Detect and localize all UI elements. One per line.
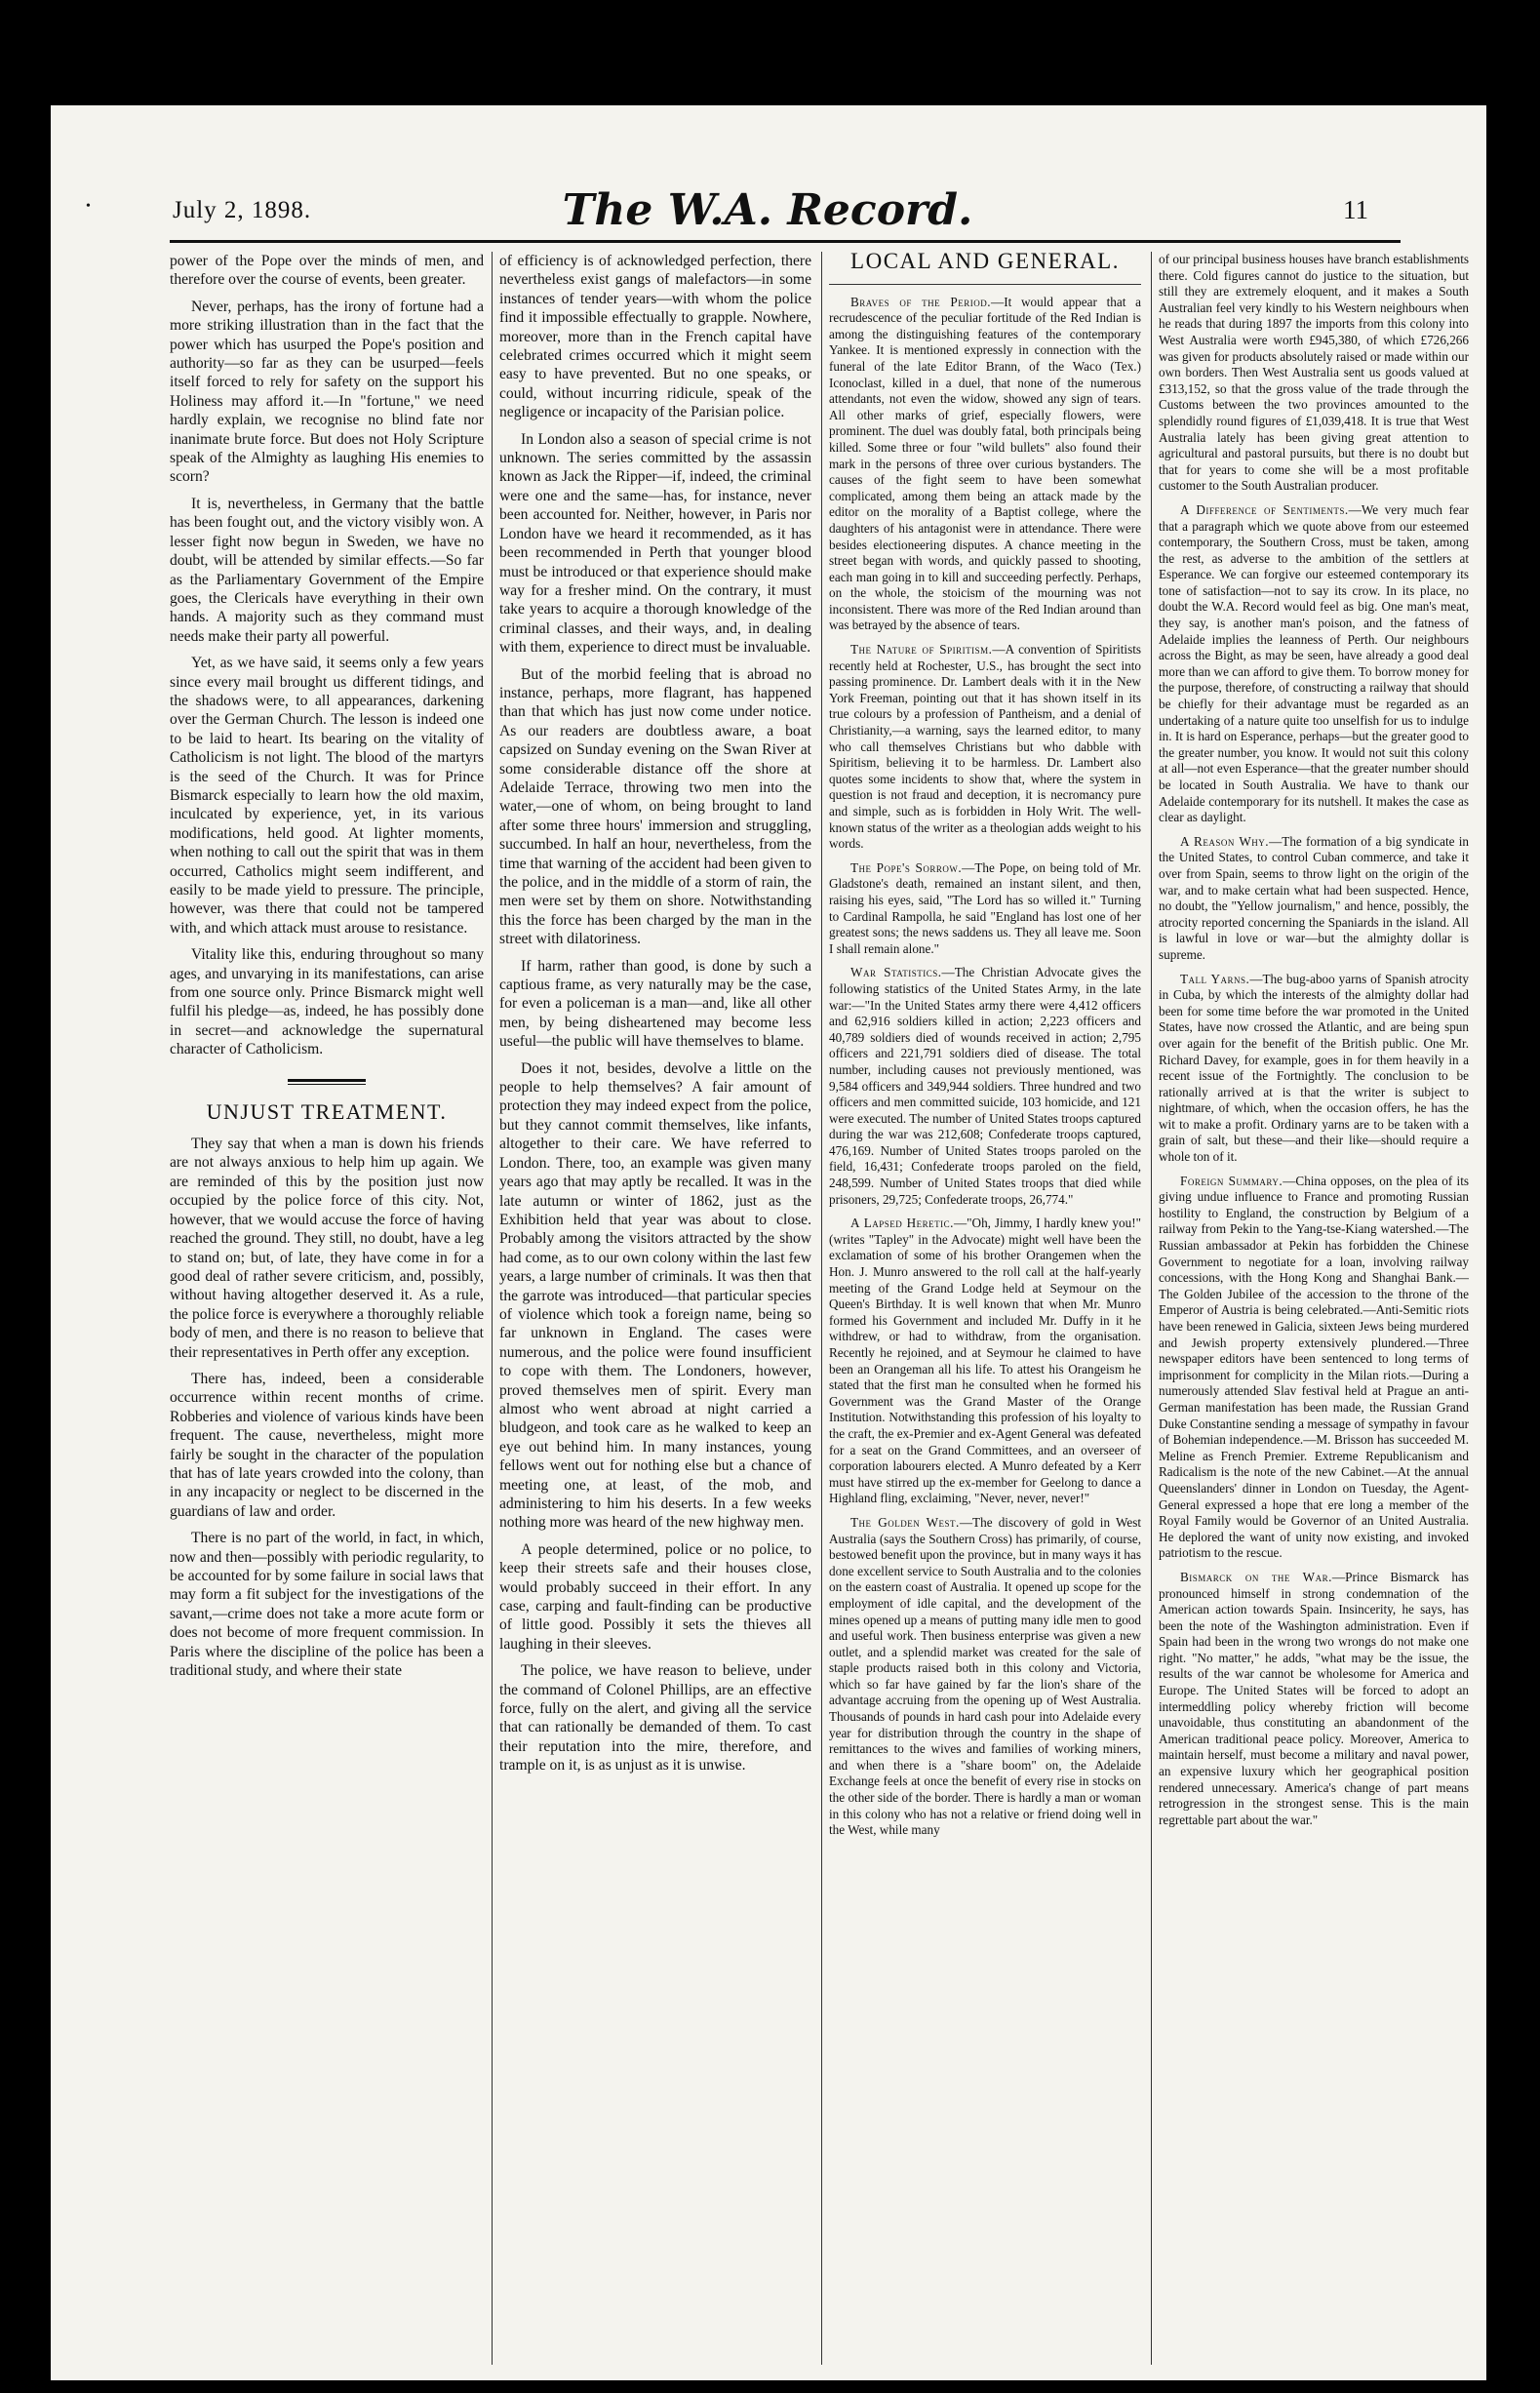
item-body: —China opposes, on the plea of its giving undue influence to France and promoting Russian hostility to England, the construction by Belgium of a railway from Pekin to the Yang-tse-Kiang watershed.—The Russian ambassador at Pekin has forbidden the Chinese Government to negotiate for a loan, involving railway concessions, with the Hong Kong and Shanghai Bank.—The Golden Jubilee of the accession to the throne of the Emperor of Austria is being celebrated.—Anti-Semitic riots have been renewed in Galicia, sixteen Jews being murdered and Jewish property extensively plundered.—Three newspaper editors have been sentenced to long terms of imprisonment for complicity in the Milan riots.—During a numerously attended Slav festival held at Prague an anti-German manifestation has been made, the Russian Grand Duke Constantine sending a message of sympathy in favour of Bohemian independence.—M. Brisson has succeeded M. Meline as French Premier. Extreme Republicanism and Radicalism is the note of the new Cabinet.—At the annual Queenslanders' dinner in London on Tuesday, the Agent-General expressed a hope that ere long a member of the Royal Family would be Governor of an United Australia. He deplored the want of unity now existing, and invoked patriotism to the rescue.	[1159, 1173, 1469, 1561]
news-item	[1159, 834, 1469, 964]
margin-mark: •	[86, 199, 91, 214]
section-divider	[288, 1079, 366, 1085]
article-heading: UNJUST TREATMENT.	[206, 1098, 448, 1124]
column-2	[499, 252, 811, 2365]
item-lead: The Pope's Sorrow.	[850, 859, 963, 875]
paragraph: If harm, rather than good, is done by such a captious frame, as very naturally may be the case, for even a policeman is a man—and, like all other men, by being disheartened may become less useful—the public will have themselves to blame.	[499, 957, 811, 1051]
paragraph: Vitality like this, enduring throughout so many ages, and unvarying in its manifestations, can arise from one source only. Prince Bismarck might well fulfil his pledge—as, indeed, he has possibly done in secret—and acknowledge the supernatural character of Catholicism.	[170, 946, 484, 1058]
news-item	[829, 642, 1141, 853]
paragraph: It is, nevertheless, in Germany that the battle has been fought out, and the victory visibly won. A lesser fight now begun in Sweden, we have no doubt, will be attended by similar effects.—So far as the Parliamentary Government of the Empire goes, the Clericals have everything in their own hands. A majority such as they command must needs make their party all powerful.	[170, 495, 484, 645]
page-number: 11	[1343, 195, 1368, 224]
column-divider	[821, 252, 822, 2365]
item-lead: Braves of the Period.	[850, 294, 992, 309]
news-item	[1159, 1570, 1469, 1829]
paragraph: Never, perhaps, has the irony of fortune had a more striking illustration than in the fact that the power which has usurped the Pope's position and authority—so far as they can be usurped—feels itself forced to rely for safety on the support his Holiness may afford it.—In "fortune," we need hardly explain, we recognise no blind fate nor inanimate brute force. But does not Holy Scripture speak of the Almighty as laughing His enemies to scorn?	[170, 298, 484, 486]
item-lead: Tall Yarns.	[1180, 971, 1250, 986]
column-3	[829, 252, 1141, 2365]
paragraph: Yet, as we have said, it seems only a few years since every mail brought us different tidings, and the shadows were, to all appearances, darkening over the German Church. The lesson is indeed one to be laid to heart. Its bearing on the vitality of Catholicism is not light. The blood of the martyrs is the seed of the Church. It was for Prince Bismarck especially to learn how the old maxim, inculcated by experience, yet, in its various modifications, held good. At lighter moments, when nothing to call out the spirit that was in them occurred, Catholics might seem indifferent, and easily to be made yield to pressure. The principle, however, was there that could not be tampered with, and which attack must arouse to resistance.	[170, 655, 484, 937]
paragraph: of efficiency is of acknowledged perfection, there nevertheless exist gangs of malefactors—in some instances of tender years—with whom the police find it impossible effectually to grapple. Nowhere, moreover, more than in the French capital have celebrated crimes occurred which it might seem easy to have prevented. But no one speaks, or could, without incurring ridicule, speak of the negligence or incapacity of the Parisian police.	[499, 253, 811, 421]
paragraph: There is no part of the world, in fact, in which, now and then—possibly with periodic regularity, to be accounted for by some failure in social laws that may form a fit subject for the investigations of the savant,—crime does not take a more acute form or does not become of more frequent commission. In Paris where the discipline of the police has been a traditional study, and where their state	[170, 1530, 484, 1680]
item-body: —Prince Bismarck has pronounced himself in strong condemnation of the American action towards Spain. Insincerity, he says, has been the note of the Washington administration. Even if Spain had been in the wrong two wrongs do not make one right. "No matter," he adds, "what may be the issue, the results of the war cannot be wholesome for America and Europe. The United States will be forced to adopt an intermeddling policy whereby friction will become unavoidable, thus constituting an abandonment of the American traditional peace policy. Moreover, America to maintain herself, must become a military and naval power, an expensive luxury which her geographical position rendered unnecessary. America's change of part means retrogression in the strongest sense. This is the main regrettable part about the war."	[1159, 1569, 1469, 1827]
news-item	[1159, 972, 1469, 1166]
item-lead: Foreign Summary.	[1180, 1173, 1283, 1188]
item-body: —It would appear that a recrudescence of the peculiar fortitude of the Red Indian is among the distinguishing features of the contemporary Yankee. It is mentioned expressly in connection with the funeral of the late Editor Brann, of the Waco (Tex.) Iconoclast, killed in a duel, that none of the numerous attendants, not even the widow, showed any sign of tears. All other marks of grief, especially flowers, were prominent. The duel was doubly fatal, both principals being killed. Some three or four "wild bullets" also found their mark in the persons of three over curious bystanders. The causes of the fight seem to have been somewhat complicated, among them being an attack made by the editor on the morality of a Baptist college, where the daughters of his antagonist were in attendance. There were besides electioneering disputes. A chance meeting in the street began with words, and quickly passed to shooting, each man going in to kill and succeeding perfectly. Perhaps, on the whole, the stoicism of the mourning was not inconsistent. There was more of the Red Indian around than was betrayed by the absence of tears.	[829, 294, 1141, 633]
item-lead: War Statistics.	[850, 965, 942, 980]
paragraph: In London also a season of special crime is not unknown. The series committed by the assassin known as Jack the Ripper—if, indeed, the criminal were one and the same—has, for instance, never been accounted for. Neither, however, in Paris nor London have we heard it recommended, as it has been recommended in Perth that younger blood must be introduced or that experience should make way for a fresher mind. On the contrary, it must take years to acquire a thorough knowledge of the criminal classes, and their ways, and, in dealing with them, experience to direct must be invaluable.	[499, 430, 811, 657]
column-divider	[1151, 252, 1152, 2365]
paragraph: The police, we have reason to believe, under the command of Colonel Phillips, are an effective force, fully on the alert, and giving all the service that can rationally be demanded of them. To cast their reputation into the mire, therefore, and trample on it, is as unjust as it is unwise.	[499, 1662, 811, 1775]
item-lead: A Lapsed Heretic.	[850, 1216, 954, 1231]
newspaper-title: The W.A. Record.	[562, 185, 973, 235]
column-4	[1159, 252, 1469, 2365]
paragraph: Does it not, besides, devolve a little on the people to help themselves? A fair amount of protection they may indeed expect from the police, but they cannot commit themselves, like infants, altogether to their care. We have referred to London. There, too, an example was given many years ago that may aptly be recalled. It was in the late autumn or winter of 1862, just as the Exhibition held that year was about to close. Probably among the visitors attracted by the show had come, as to our own colony within the last few years, a large number of criminals. It was then that the garrote was introduced—that particular species of violence which took a foreign name, being so far unknown in England. The cases were numerous, and the police were found insufficient to cope with them. The Londoners, however, proved themselves men of spirit. Every man almost who went abroad at night carried a bludgeon, and took care as he walked to keep an eye out behind him. In many instances, young fellows went out for nothing else but a chance of meeting one, at least, of the mob, and administering to him his deserts. In a few weeks nothing more was heard of the new highway men.	[499, 1059, 811, 1532]
news-item	[1159, 502, 1469, 826]
news-item	[829, 965, 1141, 1208]
news-item	[829, 1216, 1141, 1507]
masthead	[51, 105, 1486, 235]
item-body: —A convention of Spiritists recently held at Rochester, U.S., has brought the sect into passing prominence. Dr. Lambert deals with it in the New York Freeman, pointing out that it has shown itself in its true colours by a profession of Pantheism, and a denial of Christianity,—a warning, says the learned editor, to many who call themselves Christians but who dabble with Spiritism, believing it to be harmless. Dr. Lambert also quotes some incidents to show that, where the system in question is not fraud and deception, it is necromancy pure and simple, such as is forbidden in Holy Writ. The well-known status of the writer as a theologian adds weight to his words.	[829, 642, 1141, 852]
paragraph: of our principal business houses have branch establishments there. Cold figures cannot do justice to the situation, but still they are extremely eloquent, and it makes a South Australian feel very kindly to his Western neighbours when he reads that during 1897 the imports from this colony into West Australia were worth £945,380, of which £726,266 was given for products absolutely raised or made within our own borders. Then West Australia sent us goods valued at £313,152, so that the gross value of the trade through the Customs between the two provinces amounted to the splendidly round figures of £1,039,418. It is true that West Australia lately has been giving great attention to agricultural and pastoral pursuits, but there is no doubt but that for years to come she will be a most profitable customer to the South Australian producer.	[1159, 252, 1469, 494]
issue-date: July 2, 1898.	[173, 197, 312, 223]
paragraph: A people determined, police or no police, to keep their streets safe and their houses close, would probably succeed in their effort. In any case, carping and fault-finding can be productive of little good. Possibly it sets the thieves all laughing in their sleeves.	[499, 1540, 811, 1653]
heading-rule	[829, 284, 1141, 285]
item-body: —The formation of a big syndicate in the United States, to control Cuban commerce, and take it over from Spain, seems to throw light on the origin of the war, and to make certain what had been suspected. Hence, no doubt, the "Yellow journalism," and hence, possibly, the atrocity reported concerning the Spaniards in the island. All is lawful in love or war—but the almighty dollar is supreme.	[1159, 833, 1469, 962]
item-lead: A Difference of Sentiments.	[1180, 501, 1349, 517]
news-item	[829, 860, 1141, 958]
news-item	[829, 1515, 1141, 1839]
item-body: —The discovery of gold in West Australia (says the Southern Cross) has primarily, of course, bestowed benefit upon the province, but in many ways it has done excellent service to South Australia and to the colonies on the eastern coast of Australia. It opened up scope for the employment of idle capital, and the development of the mines opened up a means of putting many idle men to good and useful work. Then business enterprise was given a new outlet, and a splendid market was created for the sale of staple products raised both in this colony and Victoria, which so far have gained by far the lion's share of the advantage accruing from the opening up of West Australia. Thousands of pounds in hard cash pour into Adelaide every year for distribution through the country in the shape of remittances to the wives and families of working miners, and when there is a "share boom" on, the Adelaide Exchange feels at once the benefit of every rise in stocks on the other side of the border. There is hardly a man or woman in this colony who has not a relative or friend doing well in the West, while many	[829, 1514, 1141, 1838]
item-body: —"Oh, Jimmy, I hardly knew you!" (writes "Tapley" in the Advocate) might well have been the exclamation of some of his brother Orangemen when the Hon. J. Munro answered to the roll call at the half-yearly meeting of the Grand Lodge held at Seymour on the Queen's Birthday. It is well known that when Mr. Munro formed his Government and included Mr. Duffy in it he withdrew, or had to withdraw, from the organisation. Recently he rejoined, and at Seymour he claimed to have been an Orangeman all his life. To attest his Orangeism he stated that the first man he consulted when he formed his Government was the Grand Master of the Orange Institution. Notwithstanding this profession of his loyalty to the craft, the ex-Premier and ex-Agent General was defeated for a seat on the Grand Committees, and an overseer of corporation labourers elected. A Munro defeated by a Kerr must have stirred up the ex-member for Geelong to dance a Highland fling, exclaiming, "Never, never, never!"	[829, 1216, 1141, 1506]
item-body: —The Pope, on being told of Mr. Gladstone's death, remained an instant silent, and then, raising his eyes, said, "The Lord has so willed it." Turning to Cardinal Rampolla, he said "England has lost one of her greatest sons; the news saddens us. They all leave me. Soon I shall remain alone."	[829, 859, 1141, 956]
paragraph: But of the morbid feeling that is abroad no instance, perhaps, more flagrant, has happened than that which has just now come under notice. As our readers are doubtless aware, a boat capsized on Sunday evening on the Swan River at some considerable distance off the shore at Adelaide Terrace, throwing two men into the water,—one of whom, on being brought to land after some three hours' immersion and struggling, succumbed. In half an hour, nevertheless, from the time that warning of the accident had been given to the police, and in the middle of a storm of rain, the men were set by them on shore. Notwithstanding this the force has been charged by the man in the street with dilatoriness.	[499, 665, 811, 948]
column-1	[170, 252, 484, 2365]
item-lead: A Reason Why.	[1180, 833, 1270, 849]
item-lead: The Golden West.	[850, 1514, 960, 1530]
item-body: —The Christian Advocate gives the following statistics of the United States Army, in the late war:—"In the United States army there were 4,412 officers and 62,916 soldiers killed in action; 2,223 officers and 40,789 soldiers died of wounds received in action; 2,795 officers and 221,791 soldiers died of disease. The total number, including causes not previously mentioned, was 9,584 officers and 349,944 soldiers. Three hundred and two officers and men committed suicide, 103 homicide, and 121 were executed. The number of United States troops captured during the war was 212,608; Confederate troops captured, 476,169. Number of United States troops paroled on the field, 16,431; Confederate troops paroled on the field, 248,599. Number of United States troops that died while prisoners, 29,725; Confederate troops, 26,774."	[829, 965, 1141, 1207]
paragraph: power of the Pope over the minds of men, and therefore over the course of events, been greater.	[170, 253, 484, 289]
news-item	[829, 295, 1141, 634]
section-heading: LOCAL AND GENERAL.	[850, 252, 1120, 273]
paragraph: There has, indeed, been a considerable occurrence within recent months of crime. Robberies and violence of various kinds have been frequent. The cause, nevertheless, might more fairly be sought in the character of the population that has of late years crowded into the colony, than in any incapacity or neglect to be discerned in the guardians of law and order.	[170, 1370, 484, 1520]
header-rule	[170, 240, 1401, 243]
newspaper-page	[51, 105, 1486, 2380]
paragraph: They say that when a man is down his friends are not always anxious to help him up again. We are reminded of this by the position just now occupied by the police force of this city. Not, however, that we would accuse the force of having reached the ground. They still, no doubt, have a leg to stand on; but, of late, they have come in for a good deal of rather severe criticism, and, possibly, without having altogether deserved it. As a rule, the police force is everywhere a thoroughly reliable body of men, and there is no reason to believe that their representatives in Perth offer any exception.	[170, 1136, 484, 1361]
item-body: —The bug-aboo yarns of Spanish atrocity in Cuba, by which the interests of the almighty dollar had been for some time before the war promoted in the United States, have now crossed the Atlantic, and are being spun over again for the benefit of the British public. One Mr. Richard Davey, for example, goes in for them heavily in a recent issue of the Fortnightly. The conclusion to be rationally arrived at is that the writer is subject to nightmare, of which, when the occasion offers, he has the wit to make a profit. Ordinary yarns are to be taken with a grain of salt, but these—and their like—should require a whole ton of it.	[1159, 971, 1469, 1165]
item-lead: The Nature of Spiritism.	[850, 642, 993, 658]
item-lead: Bismarck on the War.	[1180, 1569, 1332, 1584]
item-body: —We very much fear that a paragraph which we quote above from our esteemed contemporary, the Southern Cross, must be taken, among the rest, as adverse to the ambition of the settlers at Esperance. We can forgive our esteemed contemporary its tone of satisfaction—not to say its crow. In its place, no doubt the W.A. Record would feel as big. One man's meat, they say, is another man's poison, and the fatness of Adelaide implies the leanness of Perth. Our neighbours across the Bight, as may be seen, have already a good deal more than we can afford to give them. To borrow money for the purpose, therefore, of constructing a railway that should be chiefly for their advantage must be regarded as an undertaking of a nature quite too unselfish for us to indulge in. It is hard on Esperance, perhaps—but the greater good to the greater number, you know. It would not suit this colony at all—not even Esperance—that the greater number should be located in South Australia. We have to thank our Adelaide contemporary for its nutshell. It makes the case as clear as daylight.	[1159, 501, 1469, 825]
column-divider	[492, 252, 493, 2365]
news-item	[1159, 1174, 1469, 1562]
